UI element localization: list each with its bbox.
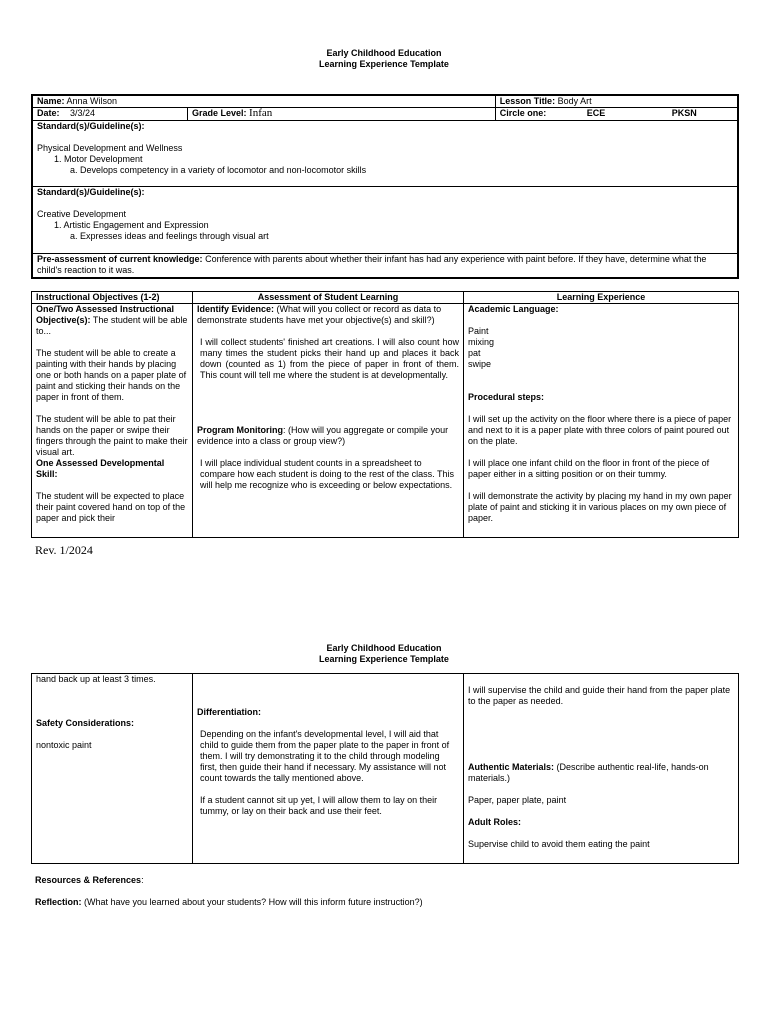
procedural-step: I will demonstrate the activity by placing my hand in my own paper plate of paint and sticking it in various places on my own piece of paper.: [468, 491, 732, 523]
lesson-title-label: Lesson Title:: [499, 96, 556, 106]
revision-label: Rev. 1/2024: [35, 543, 93, 557]
preassessment-cell: [32, 254, 738, 278]
standards-item: 1. Artistic Engagement and Expression: [54, 220, 209, 230]
grade-value: Infan: [249, 107, 273, 119]
objectives-intro: The student will be able to...: [36, 315, 188, 336]
reflection-prompt: (What have you learned about your students? How will this inform future instruction?): [81, 897, 423, 907]
objective-2: The student will be able to pat their hands on the paper or swipe their fingers through the paint to make their visual art.: [36, 414, 188, 457]
safety-label: Safety Considerations:: [36, 718, 135, 728]
resources-colon: :: [141, 875, 144, 885]
grade-label: Grade Level:: [192, 108, 247, 118]
preassessment-label: Pre-assessment of current knowledge:: [37, 254, 203, 264]
program-monitoring-label: Program Monitoring: [197, 425, 283, 435]
standards-subitem: a. Expresses ideas and feelings through visual art: [70, 231, 269, 241]
reflection-section: [35, 897, 423, 908]
identify-evidence-label: Identify Evidence:: [197, 304, 275, 314]
circle-label: Circle one:: [499, 108, 547, 118]
differentiation-cell: [193, 674, 464, 864]
lesson-title-value: Body Art: [557, 96, 592, 106]
vocab-word: swipe: [468, 359, 492, 369]
safety-text: nontoxic paint: [36, 740, 92, 750]
adult-roles-label: Adult Roles:: [468, 817, 521, 827]
standards-section-2: [32, 187, 738, 254]
page-header-subtitle: Learning Experience Template: [319, 59, 449, 69]
procedural-steps-label: Procedural steps:: [468, 392, 545, 402]
vocab-word: mixing: [468, 337, 495, 347]
lesson-plan-table: [31, 291, 739, 538]
objectives-heading: One/Two Assessed Instructional Objective(s):: [36, 304, 175, 325]
lesson-plan-table-continued: [31, 673, 739, 864]
col-header-objectives: Instructional Objectives (1-2): [32, 292, 193, 304]
vocab-word: Paint: [468, 326, 489, 336]
developmental-skill-heading: One Assessed Developmental Skill:: [36, 458, 165, 479]
standards-area: Physical Development and Wellness: [37, 143, 183, 153]
resources-section: [35, 875, 144, 886]
date-value: 3/3/24: [70, 108, 96, 118]
identify-evidence-prompt: (What will you collect or record as data to demonstrate students have met your objective(s) and skill?): [197, 304, 442, 325]
objective-continued-text: hand back up at least 3 times.: [36, 674, 156, 684]
developmental-skill-text: The student will be expected to place their paint covered hand on top of the paper and pick their: [36, 491, 186, 523]
identify-evidence-answer: I will collect students' finished art creations. I will also count how many times the student picks their hand up and places it back down (counted as 1) from the piece of paper in front of them. This count will tell me where the student is at developmentally.: [200, 337, 459, 380]
date-cell: [32, 108, 188, 121]
differentiation-text-1: Depending on the infant's developmental level, I will aid that child to guide them from the paper plate to the paper in front of them. I will try demonstrating it to the child through modeling first, then guide their hand if necessary. My assistance will not count towards the tally mentioned above.: [200, 729, 450, 783]
date-label: Date:: [37, 108, 60, 118]
standards-label: Standard(s)/Guideline(s):: [37, 187, 145, 197]
name-value: Anna Wilson: [66, 96, 118, 106]
assessment-cell: [193, 304, 464, 538]
differentiation-text-2: If a student cannot sit up yet, I will allow them to lay on their tummy, or lay on their back and use their feet.: [200, 795, 438, 816]
standards-section-1: [32, 121, 738, 187]
circle-option-pksn[interactable]: PKSN: [671, 108, 697, 118]
adult-roles-text: Supervise child to avoid them eating the paint: [468, 839, 650, 849]
name-cell: [32, 95, 495, 108]
resources-label: Resources & References: [35, 875, 142, 885]
program-monitoring-answer: I will place individual student counts in a spreadsheet to compare how each student is doing to the rest of the class. This will help me recognize who is exceeding or below expectations.: [200, 458, 454, 490]
objectives-cell: [32, 304, 193, 538]
standards-subitem: a. Develops competency in a variety of locomotor and non-locomotor skills: [70, 165, 367, 175]
authentic-materials-label: Authentic Materials:: [468, 762, 555, 772]
learning-experience-continued-cell: [464, 674, 739, 864]
learning-experience-cell: [464, 304, 739, 538]
differentiation-label: Differentiation:: [197, 707, 261, 717]
objective-1: The student will be able to create a painting with their hands by placing one or both hands on a paper plate of paint and sticking their hands on the paper in front of them.: [36, 348, 187, 402]
authentic-materials-prompt: (Describe authentic real-life, hands-on materials.): [468, 762, 709, 783]
academic-language-label: Academic Language:: [468, 304, 559, 314]
materials-list: Paper, paper plate, paint: [468, 795, 567, 805]
page-header-title: Early Childhood Education: [326, 643, 442, 653]
reflection-label: Reflection:: [35, 897, 82, 907]
page-header-subtitle: Learning Experience Template: [319, 654, 449, 664]
standards-label: Standard(s)/Guideline(s):: [37, 121, 145, 131]
procedural-step: I will set up the activity on the floor where there is a piece of paper and next to it is a paper plate with three colors of paint poured out on the plate.: [468, 414, 732, 446]
lesson-title-cell: [495, 95, 738, 108]
continued-objectives-cell: [32, 674, 193, 864]
procedural-step: I will place one infant child on the floor in front of the piece of paper either in a sitting position or on their tummy.: [468, 458, 710, 479]
lesson-info-table: [31, 94, 739, 279]
program-monitoring-prompt: : (How will you aggregate or compile your evidence into a class or group view?): [197, 425, 449, 446]
col-header-learning: Learning Experience: [464, 292, 739, 304]
page-header-title: Early Childhood Education: [326, 48, 442, 58]
standards-area: Creative Development: [37, 209, 127, 219]
circle-cell: [495, 108, 738, 121]
standards-item: 1. Motor Development: [54, 154, 143, 164]
name-label: Name:: [37, 96, 65, 106]
preassessment-text: Conference with parents about whether their infant has had any experience with paint before. If they have, determine what the child's reaction to it was.: [37, 254, 707, 275]
col-header-assessment: Assessment of Student Learning: [193, 292, 464, 304]
grade-cell: [188, 108, 496, 121]
procedural-step: I will supervise the child and guide their hand from the paper plate to the paper as needed.: [468, 685, 731, 706]
vocab-word: pat: [468, 348, 481, 358]
circle-option-ece[interactable]: ECE: [586, 108, 606, 118]
